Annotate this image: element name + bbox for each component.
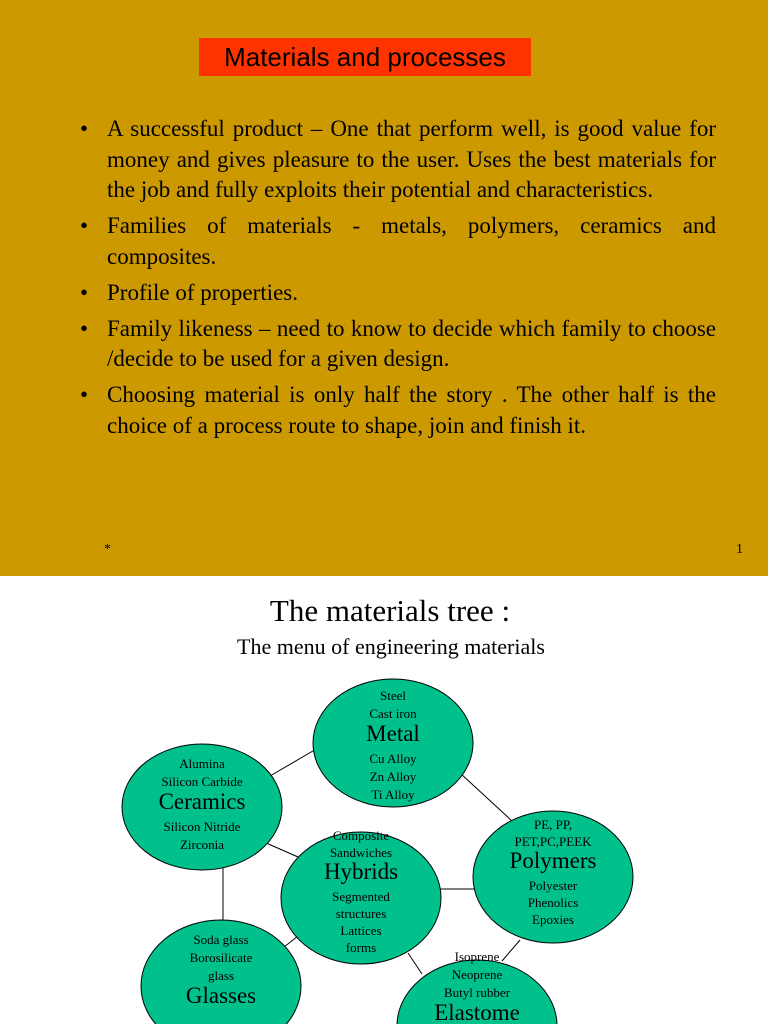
node-polymers-example: Epoxies: [532, 912, 574, 927]
bullet-item: • Families of materials - metals, polymers, ceramics and composites.: [80, 211, 716, 272]
node-hybrids-example: structures: [335, 906, 387, 921]
node-ceramics-example: Silicon Nitride: [163, 819, 241, 834]
node-hybrids: [281, 828, 441, 964]
slide-footer-mark: *: [104, 542, 111, 557]
node-ceramics-label: Ceramics: [158, 789, 246, 814]
node-hybrids-label: Hybrids: [323, 859, 399, 884]
node-metal: [313, 679, 473, 807]
node-polymers-label: Polymers: [509, 848, 597, 873]
node-elastomers-example: Neoprene: [451, 967, 503, 982]
node-metal-example: Cast iron: [369, 706, 417, 721]
bullet-item: • Family likeness – need to know to decide which family to choose /decide to be used for a given design.: [80, 314, 716, 375]
node-metal-example: Steel: [380, 688, 406, 703]
bullet-item: • Profile of properties.: [80, 278, 716, 309]
connector-line: [270, 748, 318, 776]
node-hybrids-example: Composite: [332, 828, 390, 843]
node-ceramics-example: Zirconia: [179, 837, 225, 852]
node-glasses-example: Borosilicate: [189, 950, 253, 965]
materials-tree-diagram: [0, 576, 768, 1024]
node-hybrids-example: Segmented: [332, 889, 390, 904]
bullet-item: • A successful product – One that perform well, is good value for money and gives pleasure to the user. Uses the best materials for the job and fully exploits their potential and characteristics.: [80, 114, 716, 206]
node-hybrids-example: forms: [345, 940, 377, 955]
node-metal-example: Zn Alloy: [369, 769, 417, 784]
node-polymers-example: Polyester: [528, 878, 578, 893]
node-elastomers: [397, 949, 557, 1024]
node-metal-label: Metal: [366, 721, 420, 746]
node-elastomers-example: Isoprene: [454, 949, 500, 964]
node-glasses-label: Glasses: [185, 983, 257, 1008]
node-glasses: [141, 920, 301, 1024]
node-ceramics: [122, 744, 282, 870]
node-hybrids-example: Sandwiches: [329, 845, 393, 860]
connector-line: [502, 940, 520, 961]
connector-line: [460, 773, 512, 821]
node-hybrids-example: Lattices: [340, 923, 382, 938]
slide-2: [0, 576, 768, 1024]
slide-number: 1: [736, 542, 743, 557]
node-metal-example: Ti Alloy: [371, 787, 415, 802]
node-glasses-example: glass: [208, 968, 234, 983]
material-nodes: [122, 679, 633, 1024]
connector-line: [264, 842, 298, 857]
node-ceramics-example: Alumina: [179, 756, 225, 771]
tree-title: The materials tree :: [269, 593, 511, 628]
slide-title: Materials and processes: [199, 38, 531, 76]
node-glasses-example: Soda glass: [193, 932, 249, 947]
tree-subtitle: The menu of engineering materials: [237, 634, 545, 659]
bullet-list: [80, 114, 716, 447]
node-polymers: [473, 811, 633, 943]
connector-line: [408, 953, 422, 974]
node-elastomers-example: Butyl rubber: [443, 985, 511, 1000]
node-ceramics-example: Silicon Carbide: [161, 774, 243, 789]
node-metal-example: Cu Alloy: [369, 751, 417, 766]
node-polymers-example: PE, PP,: [534, 817, 572, 832]
bullet-item: • Choosing material is only half the story . The other half is the choice of a process route to shape, join and finish it.: [80, 380, 716, 441]
node-elastomers-label: Elastome: [434, 1000, 520, 1024]
node-polymers-example: Phenolics: [527, 895, 579, 910]
node-polymers-example: PET,PC,PEEK: [514, 834, 592, 849]
